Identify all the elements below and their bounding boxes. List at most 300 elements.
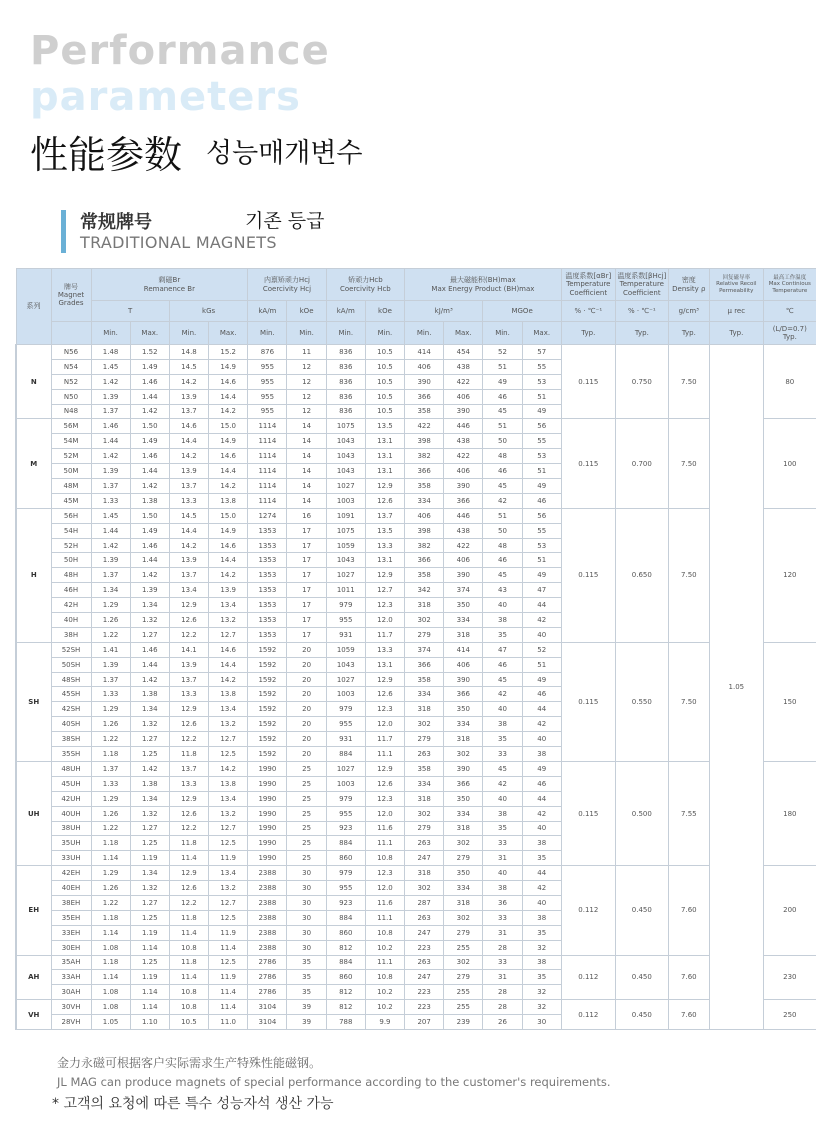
title-parameters: parameters [30, 74, 301, 120]
value-cell: 35 [483, 627, 522, 642]
value-cell: 2388 [248, 881, 287, 896]
grade-name: 33AH [51, 970, 91, 985]
value-cell: 12.6 [169, 717, 208, 732]
value-cell: 1592 [248, 657, 287, 672]
value-cell: 382 [405, 449, 444, 464]
value-cell: 14.4 [209, 657, 248, 672]
value-cell: 1.32 [130, 717, 169, 732]
value-cell: 454 [444, 345, 483, 360]
value-cell: 1114 [248, 434, 287, 449]
value-cell: 279 [444, 851, 483, 866]
value-cell: 1.26 [91, 806, 130, 821]
value-cell: 1.37 [91, 568, 130, 583]
value-cell: 255 [444, 1000, 483, 1015]
value-cell: 350 [444, 702, 483, 717]
value-cell: 422 [444, 538, 483, 553]
value-cell: 31 [483, 925, 522, 940]
value-cell: 12.7 [209, 821, 248, 836]
value-cell: 13.9 [209, 583, 248, 598]
header-temp-coef-br: 温度系数[αBr] Temperature Coefficient [561, 269, 615, 301]
value-cell: 279 [444, 925, 483, 940]
max-temp: 80 [763, 345, 816, 419]
value-cell: 1027 [326, 761, 365, 776]
table-row [16, 955, 816, 970]
series-name: UH [16, 761, 51, 865]
value-cell: 14.6 [169, 419, 208, 434]
value-cell: 1.34 [130, 702, 169, 717]
value-cell: 1.33 [91, 687, 130, 702]
grade-name: 45M [51, 493, 91, 508]
value-cell: 1011 [326, 583, 365, 598]
value-cell: 12.5 [209, 747, 248, 762]
max-temp: 250 [763, 1000, 816, 1030]
value-cell: 38 [483, 806, 522, 821]
value-cell: 318 [444, 895, 483, 910]
value-cell: 11.1 [365, 955, 404, 970]
value-cell: 39 [287, 1015, 326, 1030]
value-cell: 1.22 [91, 627, 130, 642]
value-cell: 28 [483, 940, 522, 955]
grade-name: 52M [51, 449, 91, 464]
value-cell: 955 [326, 717, 365, 732]
value-cell: 1.14 [91, 925, 130, 940]
value-cell: 334 [405, 776, 444, 791]
grade-name: 48SH [51, 672, 91, 687]
value-cell: 2786 [248, 955, 287, 970]
value-cell: 40 [483, 598, 522, 613]
value-cell: 302 [444, 910, 483, 925]
density: 7.50 [668, 345, 709, 419]
value-cell: 955 [326, 806, 365, 821]
value-cell: 17 [287, 553, 326, 568]
value-cell: 1.42 [130, 479, 169, 494]
series-name: VH [16, 1000, 51, 1030]
value-cell: 1059 [326, 538, 365, 553]
value-cell: 390 [444, 672, 483, 687]
value-cell: 25 [287, 776, 326, 791]
value-cell: 10.2 [365, 940, 404, 955]
value-cell: 40 [522, 895, 561, 910]
value-cell: 42 [483, 687, 522, 702]
value-cell: 11 [287, 345, 326, 360]
temp-coef-hcj: 0.450 [615, 955, 668, 1000]
value-cell: 287 [405, 895, 444, 910]
value-cell: 836 [326, 359, 365, 374]
density: 7.60 [668, 955, 709, 1000]
value-cell: 1.41 [91, 642, 130, 657]
value-cell: 2388 [248, 925, 287, 940]
value-cell: 1.05 [91, 1015, 130, 1030]
value-cell: 334 [444, 881, 483, 896]
grade-name: 35UH [51, 836, 91, 851]
value-cell: 334 [444, 717, 483, 732]
value-cell: 40 [483, 702, 522, 717]
value-cell: 35 [287, 985, 326, 1000]
value-cell: 13.2 [209, 613, 248, 628]
unit-recoil: μ rec [709, 301, 763, 322]
value-cell: 812 [326, 985, 365, 1000]
value-cell: 1114 [248, 493, 287, 508]
value-cell: 49 [483, 374, 522, 389]
value-cell: 318 [444, 732, 483, 747]
value-cell: 25 [287, 851, 326, 866]
value-cell: 14.5 [169, 508, 208, 523]
value-cell: 14.2 [209, 761, 248, 776]
value-cell: 1.08 [91, 940, 130, 955]
value-cell: 14.8 [169, 345, 208, 360]
value-cell: 2388 [248, 866, 287, 881]
grade-name: 42H [51, 598, 91, 613]
value-cell: 263 [405, 955, 444, 970]
value-cell: 53 [522, 538, 561, 553]
unit-tc-hcj: % · ℃⁻¹ [615, 301, 668, 322]
value-cell: 2786 [248, 985, 287, 1000]
value-cell: 1.46 [91, 419, 130, 434]
temp-coef-br: 0.115 [561, 642, 615, 761]
value-cell: 2786 [248, 970, 287, 985]
value-cell: 15.0 [209, 419, 248, 434]
value-cell: 12.5 [209, 910, 248, 925]
value-cell: 1592 [248, 642, 287, 657]
table-row [16, 508, 816, 523]
value-cell: 10.2 [365, 985, 404, 1000]
value-cell: 1043 [326, 464, 365, 479]
value-cell: 12.9 [169, 702, 208, 717]
unit-kam-hcb: kA/m [326, 301, 365, 322]
value-cell: 40 [483, 791, 522, 806]
section-title-english: TRADITIONAL MAGNETS [80, 233, 277, 252]
header-bhmax: 最大磁能积(BH)max Max Energy Product (BH)max [405, 269, 562, 301]
value-cell: 1.29 [91, 866, 130, 881]
value-cell: 30 [287, 940, 326, 955]
value-cell: 342 [405, 583, 444, 598]
value-cell: 20 [287, 642, 326, 657]
value-cell: 12.2 [169, 895, 208, 910]
value-cell: 42 [483, 776, 522, 791]
value-cell: 11.9 [209, 970, 248, 985]
value-cell: 334 [444, 806, 483, 821]
value-cell: 1.44 [130, 389, 169, 404]
value-cell: 1.39 [130, 583, 169, 598]
value-cell: 12.3 [365, 702, 404, 717]
value-cell: 1.45 [91, 508, 130, 523]
value-cell: 12.3 [365, 791, 404, 806]
series-name: EH [16, 866, 51, 955]
value-cell: 207 [405, 1015, 444, 1030]
value-cell: 46 [522, 776, 561, 791]
value-cell: 53 [522, 449, 561, 464]
value-cell: 40 [522, 627, 561, 642]
value-cell: 422 [405, 419, 444, 434]
value-cell: 13.8 [209, 493, 248, 508]
value-cell: 13.3 [365, 538, 404, 553]
value-cell: 374 [405, 642, 444, 657]
max-temp: 200 [763, 866, 816, 955]
value-cell: 13.9 [169, 553, 208, 568]
header-min: Min. [169, 322, 208, 345]
value-cell: 1.25 [130, 836, 169, 851]
value-cell: 1.42 [91, 449, 130, 464]
value-cell: 46 [483, 553, 522, 568]
footer-note-korean: * 고객의 요청에 따른 특수 성능자석 생산 가능 [52, 1096, 334, 1112]
value-cell: 38 [522, 955, 561, 970]
unit-koe-hcj: kOe [287, 301, 326, 322]
footer-note-chinese: 金力永磁可根据客户实际需求生产特殊性能磁钢。 [57, 1056, 322, 1070]
value-cell: 45 [483, 404, 522, 419]
grade-name: 38H [51, 627, 91, 642]
section-title-korean: 기존 등급 [245, 210, 325, 232]
value-cell: 12.2 [169, 821, 208, 836]
value-cell: 263 [405, 836, 444, 851]
value-cell: 1592 [248, 747, 287, 762]
recoil-permeability: 1.05 [709, 345, 763, 1030]
value-cell: 40 [483, 866, 522, 881]
grade-name: 30EH [51, 940, 91, 955]
value-cell: 12.9 [365, 761, 404, 776]
value-cell: 1990 [248, 776, 287, 791]
temp-coef-br: 0.115 [561, 419, 615, 508]
grade-name: 40UH [51, 806, 91, 821]
value-cell: 13.4 [209, 866, 248, 881]
value-cell: 1.08 [91, 1000, 130, 1015]
value-cell: 44 [522, 866, 561, 881]
grade-name: N56 [51, 345, 91, 360]
value-cell: 28 [483, 1000, 522, 1015]
value-cell: 239 [444, 1015, 483, 1030]
value-cell: 17 [287, 538, 326, 553]
value-cell: 11.4 [169, 851, 208, 866]
temp-coef-br: 0.112 [561, 866, 615, 955]
unit-temp: ℃ [763, 301, 816, 322]
value-cell: 1.27 [130, 821, 169, 836]
value-cell: 979 [326, 791, 365, 806]
value-cell: 14 [287, 493, 326, 508]
value-cell: 390 [405, 374, 444, 389]
grade-name: 50H [51, 553, 91, 568]
value-cell: 1353 [248, 613, 287, 628]
value-cell: 35 [287, 970, 326, 985]
value-cell: 14.9 [209, 434, 248, 449]
value-cell: 13.2 [209, 717, 248, 732]
value-cell: 1.34 [130, 866, 169, 881]
value-cell: 1.37 [91, 672, 130, 687]
header-grade-blank [51, 322, 91, 345]
temp-coef-br: 0.115 [561, 761, 615, 865]
value-cell: 12 [287, 359, 326, 374]
value-cell: 302 [444, 955, 483, 970]
grade-name: 30AH [51, 985, 91, 1000]
value-cell: 52 [483, 345, 522, 360]
value-cell: 446 [444, 419, 483, 434]
value-cell: 12.0 [365, 806, 404, 821]
value-cell: 14.2 [209, 404, 248, 419]
value-cell: 788 [326, 1015, 365, 1030]
value-cell: 17 [287, 523, 326, 538]
value-cell: 1043 [326, 553, 365, 568]
value-cell: 1.44 [130, 464, 169, 479]
value-cell: 1.27 [130, 895, 169, 910]
value-cell: 1592 [248, 732, 287, 747]
grade-name: 42UH [51, 791, 91, 806]
grade-name: 46H [51, 583, 91, 598]
header-typ: Typ. [709, 322, 763, 345]
value-cell: 10.5 [365, 374, 404, 389]
value-cell: 35 [522, 970, 561, 985]
value-cell: 25 [287, 761, 326, 776]
value-cell: 955 [248, 374, 287, 389]
value-cell: 1.38 [130, 776, 169, 791]
value-cell: 13.3 [169, 493, 208, 508]
value-cell: 12.2 [169, 627, 208, 642]
value-cell: 55 [522, 523, 561, 538]
value-cell: 10.5 [365, 359, 404, 374]
value-cell: 40 [522, 732, 561, 747]
header-typ: Typ. [561, 322, 615, 345]
header-temp-coef-hcj: 温度系数[βHcj] Temperature Coefficient [615, 269, 668, 301]
value-cell: 1.38 [130, 493, 169, 508]
grade-name: 33EH [51, 925, 91, 940]
value-cell: 10.5 [365, 389, 404, 404]
value-cell: 1114 [248, 464, 287, 479]
value-cell: 11.8 [169, 955, 208, 970]
header-max: Max. [130, 322, 169, 345]
unit-koe-hcb: kOe [365, 301, 404, 322]
value-cell: 43 [483, 583, 522, 598]
value-cell: 14 [287, 449, 326, 464]
value-cell: 1.14 [130, 1000, 169, 1015]
value-cell: 45 [483, 672, 522, 687]
value-cell: 1.44 [91, 434, 130, 449]
value-cell: 884 [326, 955, 365, 970]
value-cell: 51 [522, 464, 561, 479]
value-cell: 302 [405, 881, 444, 896]
value-cell: 398 [405, 523, 444, 538]
value-cell: 1.42 [130, 672, 169, 687]
value-cell: 1075 [326, 523, 365, 538]
value-cell: 17 [287, 598, 326, 613]
value-cell: 279 [405, 732, 444, 747]
value-cell: 25 [287, 821, 326, 836]
grade-name: 50M [51, 464, 91, 479]
value-cell: 32 [522, 1000, 561, 1015]
value-cell: 11.6 [365, 821, 404, 836]
value-cell: 1.38 [130, 687, 169, 702]
value-cell: 12.6 [169, 806, 208, 821]
value-cell: 11.4 [169, 970, 208, 985]
grade-name: 45UH [51, 776, 91, 791]
value-cell: 923 [326, 821, 365, 836]
value-cell: 358 [405, 479, 444, 494]
value-cell: 30 [287, 910, 326, 925]
value-cell: 1.25 [130, 910, 169, 925]
value-cell: 33 [483, 747, 522, 762]
value-cell: 12.0 [365, 881, 404, 896]
value-cell: 42 [522, 613, 561, 628]
value-cell: 1.33 [91, 493, 130, 508]
value-cell: 13.2 [209, 881, 248, 896]
value-cell: 1.44 [130, 657, 169, 672]
value-cell: 15.2 [209, 345, 248, 360]
value-cell: 11.7 [365, 732, 404, 747]
value-cell: 1.14 [130, 985, 169, 1000]
grade-name: 54M [51, 434, 91, 449]
value-cell: 358 [405, 761, 444, 776]
value-cell: 49 [522, 404, 561, 419]
value-cell: 45 [483, 568, 522, 583]
value-cell: 12.3 [365, 598, 404, 613]
value-cell: 14.4 [169, 434, 208, 449]
value-cell: 3104 [248, 1000, 287, 1015]
value-cell: 25 [287, 836, 326, 851]
value-cell: 1.42 [91, 374, 130, 389]
value-cell: 14 [287, 464, 326, 479]
value-cell: 1990 [248, 851, 287, 866]
value-cell: 13.1 [365, 553, 404, 568]
grade-name: 35AH [51, 955, 91, 970]
header-min: Min. [483, 322, 522, 345]
value-cell: 13.1 [365, 434, 404, 449]
value-cell: 1003 [326, 776, 365, 791]
value-cell: 12.9 [365, 479, 404, 494]
grade-name: N48 [51, 404, 91, 419]
value-cell: 931 [326, 732, 365, 747]
temp-coef-hcj: 0.750 [615, 345, 668, 419]
value-cell: 1.52 [130, 345, 169, 360]
value-cell: 414 [405, 345, 444, 360]
value-cell: 1.29 [91, 598, 130, 613]
value-cell: 1.26 [91, 881, 130, 896]
unit-kam-hcj: kA/m [248, 301, 287, 322]
header-series: 系列 [16, 269, 51, 345]
value-cell: 15.0 [209, 508, 248, 523]
value-cell: 390 [444, 404, 483, 419]
value-cell: 13.4 [209, 598, 248, 613]
value-cell: 56 [522, 419, 561, 434]
value-cell: 836 [326, 345, 365, 360]
value-cell: 876 [248, 345, 287, 360]
value-cell: 1.50 [130, 508, 169, 523]
value-cell: 11.1 [365, 910, 404, 925]
value-cell: 33 [483, 955, 522, 970]
value-cell: 14.4 [209, 464, 248, 479]
value-cell: 13.3 [169, 687, 208, 702]
value-cell: 38 [522, 836, 561, 851]
value-cell: 350 [444, 866, 483, 881]
value-cell: 1274 [248, 508, 287, 523]
unit-kjm3: kJ/m³ [405, 301, 483, 322]
value-cell: 46 [483, 389, 522, 404]
value-cell: 979 [326, 702, 365, 717]
density: 7.55 [668, 761, 709, 865]
value-cell: 1.08 [91, 985, 130, 1000]
value-cell: 11.1 [365, 747, 404, 762]
value-cell: 318 [405, 702, 444, 717]
value-cell: 12.5 [209, 955, 248, 970]
value-cell: 1.18 [91, 747, 130, 762]
value-cell: 42 [483, 493, 522, 508]
value-cell: 12.9 [169, 598, 208, 613]
value-cell: 13.4 [209, 791, 248, 806]
header-min: Min. [91, 322, 130, 345]
density: 7.50 [668, 508, 709, 642]
value-cell: 1990 [248, 821, 287, 836]
value-cell: 438 [444, 434, 483, 449]
density: 7.60 [668, 866, 709, 955]
value-cell: 30 [287, 925, 326, 940]
value-cell: 836 [326, 389, 365, 404]
value-cell: 20 [287, 672, 326, 687]
value-cell: 1353 [248, 568, 287, 583]
